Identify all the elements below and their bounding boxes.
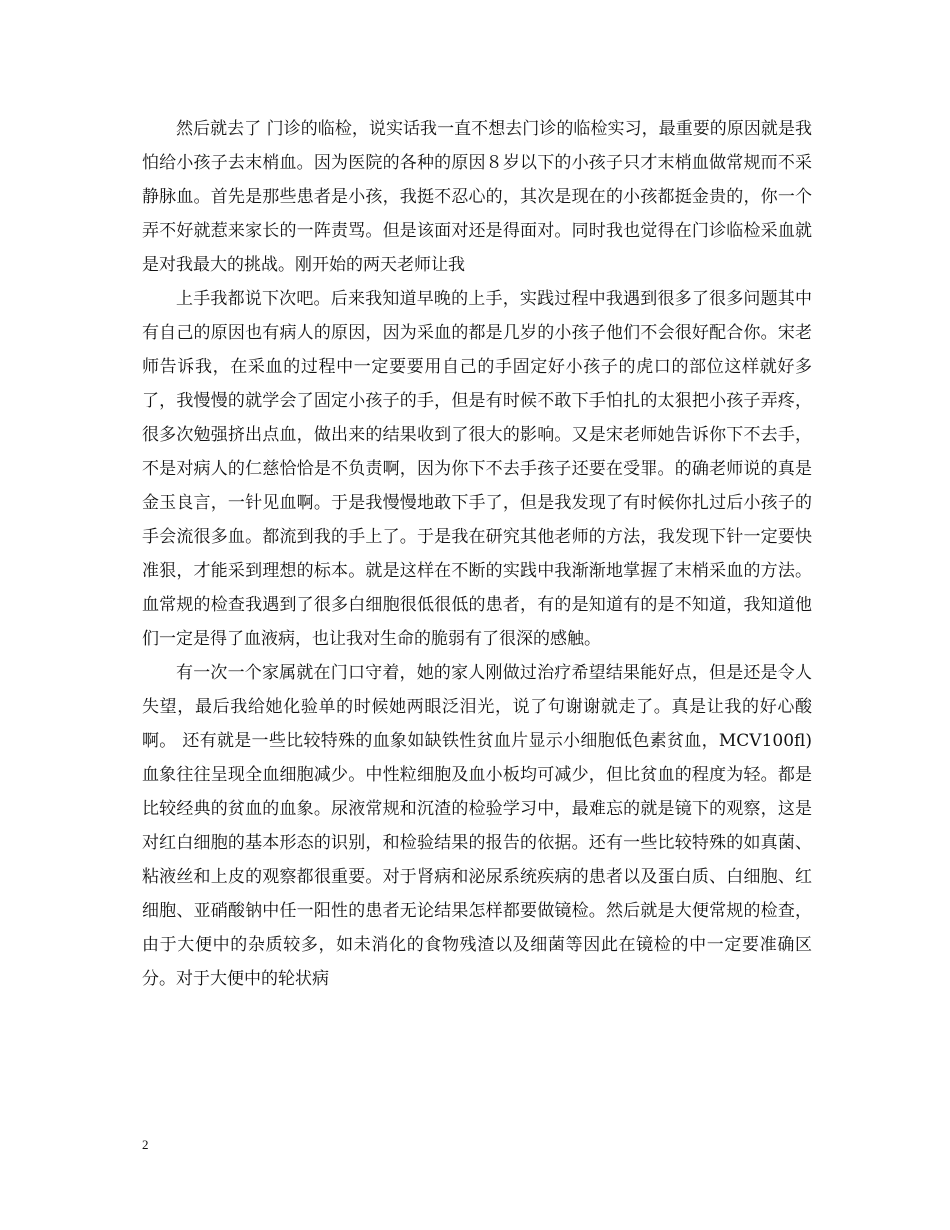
paragraph-3: 有一次一个家属就在门口守着，她的家人刚做过治疗希望结果能好点，但是还是令人失望，最后我给她化验单的时候她两眼泛泪光，说了句谢谢就走了。真是让我的好心酸啊。 还有就是一些比较特殊的血象如缺铁性贫血片显示小细胞低色素贫血，MCV100fl)血象往往呈现全血细胞减少。中性粒细胞及血小板均可减少，但比贫血的程度为轻。都是比较经典的贫血的血象。尿液常规和沉渣的检验学习中，最难忘的就是镜下的观察，这是对红白细胞的基本形态的识别，和检验结果的报告的依据。还有一些比较特殊的如真菌、粘液丝和上皮的观察都很重要。对于肾病和泌尿系统疾病的患者以及蛋白质、白细胞、红细胞、亚硝酸钠中任一阳性的患者无论结果怎样都要做镜检。然后就是大便常规的检查，由于大便中的杂质较多，如未消化的食物残渣以及细菌等因此在镜检的中一定要准确区分。对于大便中的轮状病 bbox=[142, 663, 812, 989]
page-number: 2 bbox=[142, 1137, 149, 1152]
body-text bbox=[142, 112, 812, 996]
paragraph-2: 上手我都说下次吧。后来我知道早晚的上手，实践过程中我遇到很多了很多问题其中有自己的原因也有病人的原因，因为采血的都是几岁的小孩子他们不会很好配合你。宋老师告诉我，在采血的过程中一定要要用自己的手固定好小孩子的虎口的部位这样就好多了，我慢慢的就学会了固定小孩子的手，但是有时候不敢下手怕扎的太狠把小孩子弄疼，很多次勉强挤出点血，做出来的结果收到了很大的影响。又是宋老师她告诉你下不去手，不是对病人的仁慈恰恰是不负责啊，因为你下不去手孩子还要在受罪。的确老师说的真是金玉良言，一针见血啊。于是我慢慢地敢下手了，但是我发现了有时候你扎过后小孩子的手会流很多血。都流到我的手上了。于是我在研究其他老师的方法，我发现下针一定要快准狠，才能采到理想的标本。就是这样在不断的实践中我渐渐地掌握了末梢采血的方法。血常规的检查我遇到了很多白细胞很低很低的患者，有的是知道有的是不知道，我知道他们一定是得了血液病，也让我对生命的脆弱有了很深的感触。 bbox=[142, 289, 812, 649]
paragraph-1: 然后就去了 门诊的临检，说实话我一直不想去门诊的临检实习，最重要的原因就是我怕给小孩子去末梢血。因为医院的各种的原因８岁以下的小孩子只才末梢血做常规而不采静脉血。首先是那些患者是小孩，我挺不忍心的，其次是现在的小孩都挺金贵的，你一个弄不好就惹来家长的一阵责骂。但是该面对还是得面对。同时我也觉得在门诊临检采血就是对我最大的挑战。刚开始的两天老师让我 bbox=[142, 119, 812, 275]
